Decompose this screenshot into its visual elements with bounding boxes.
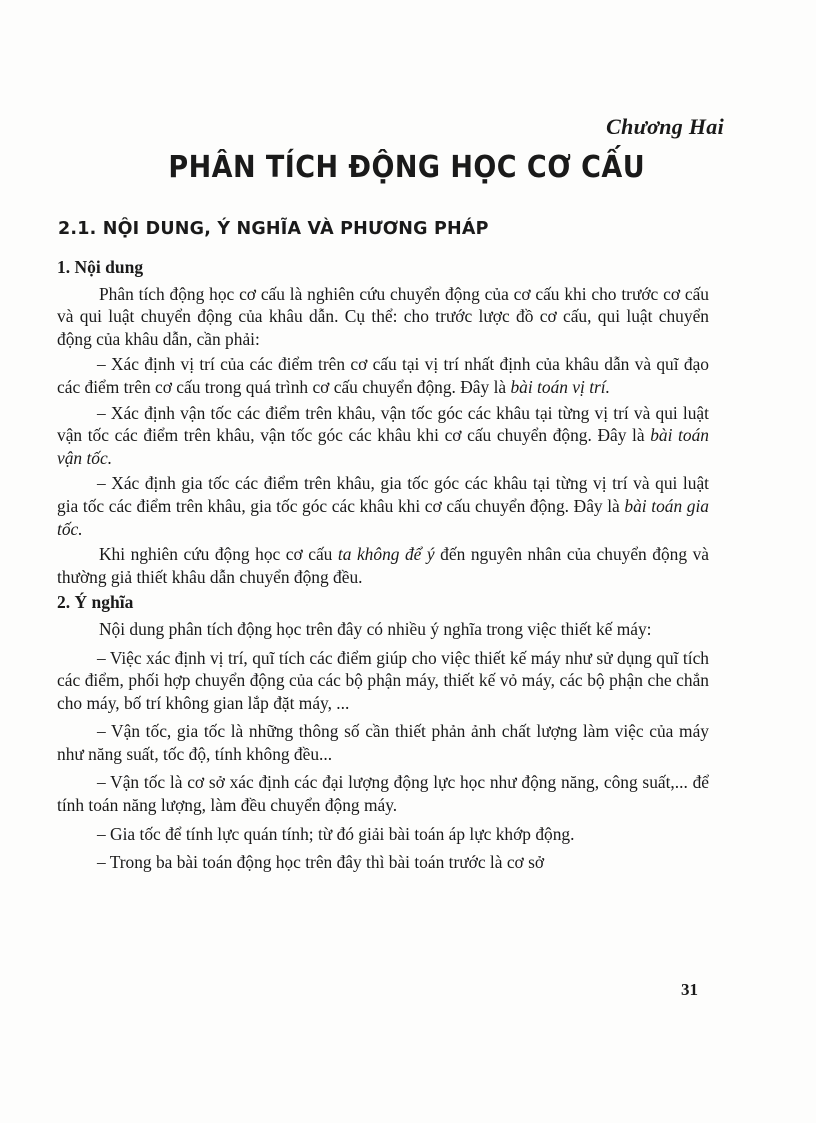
- section-heading: 2.1. NỘI DUNG, Ý NGHĨA VÀ PHƯƠNG PHÁP: [58, 219, 489, 239]
- paragraph-meaning-item: – Gia tốc để tính lực quán tính; từ đó giải bài toán áp lực khớp động.: [97, 823, 575, 844]
- paragraph-meaning-item: – Trong ba bài toán động học trên đây thì bài toán trước là cơ sở: [97, 852, 545, 873]
- chapter-label: Chương Hai: [606, 114, 724, 139]
- body-content: [57, 254, 709, 877]
- item-emphasis: bài toán vị trí.: [510, 376, 610, 397]
- subheading-content: 1. Nội dung: [57, 257, 144, 277]
- subheading-meaning: 2. Ý nghĩa: [57, 592, 134, 613]
- item-emphasis: bài toán vận tốc.: [57, 425, 709, 468]
- item-emphasis: bài toán gia tốc.: [57, 495, 709, 539]
- paragraph-meaning-intro: Nội dung phân tích động học trên đây có nhiều ý nghĩa trong việc thiết kế máy:: [99, 618, 652, 639]
- item-text: – Xác định vận tốc các điểm trên khâu, vận tốc góc các khâu tại từng vị trí và qui luật vận tốc các điểm trên khâu, vận tốc góc các khâu khi cơ cấu chuyển động. Đây là: [57, 402, 709, 446]
- item-text: – Xác định vị trí của các điểm trên cơ cấu tại vị trí nhất định của khâu dẫn và quĩ đạo các điểm trên cơ cấu trong quá trình cơ cấu chuyển động. Đây là: [57, 354, 709, 397]
- note-text-b: đến nguyên nhân của chuyển động và thường giả thiết khâu dẫn chuyển động đều.: [57, 544, 710, 587]
- chapter-title: PHÂN TÍCH ĐỘNG HỌC CƠ CẤU: [168, 150, 646, 185]
- paragraph-meaning-item: – Vận tốc, gia tốc là những thông số cần thiết phản ảnh chất lượng làm việc của máy như năng suất, tốc độ, tính không đều...: [57, 721, 709, 764]
- paragraph-note: [57, 543, 709, 588]
- paragraph-acceleration-problem: [57, 472, 709, 540]
- paragraph-velocity-problem: [57, 402, 709, 470]
- paragraph-meaning-item: – Vận tốc là cơ sở xác định các đại lượng động lực học như động năng, công suất,... để tính toán năng lượng, làm đều chuyển động máy.: [57, 772, 709, 816]
- paragraph-position-problem: [57, 353, 709, 398]
- paragraph-intro: Phân tích động học cơ cấu là nghiên cứu chuyển động của cơ cấu khi cho trước cơ cấu và qui luật chuyển động của khâu dẫn. Cụ thể: cho trước lược đồ cơ cấu, qui luật chuyển động của khâu dẫn, cần phải:: [57, 283, 709, 349]
- note-emphasis: ta không để ý: [337, 544, 435, 565]
- paragraph-meaning-item: – Việc xác định vị trí, quĩ tích các điểm giúp cho việc thiết kế máy như sử dụng quĩ tích các điểm, phối hợp chuyển động của các bộ phận máy, thiết kế vỏ máy, các bộ phận che chắn cho máy, bố trí không gian lắp đặt máy, ...: [57, 647, 709, 713]
- item-text: – Xác định gia tốc các điểm trên khâu, gia tốc góc các khâu tại từng vị trí và qui luật gia tốc các điểm trên khâu, gia tốc góc các khâu khi cơ cấu chuyển động. Đây là: [57, 473, 709, 516]
- page-number: 31: [681, 980, 698, 999]
- note-text-a: Khi nghiên cứu động học cơ cấu: [99, 544, 338, 565]
